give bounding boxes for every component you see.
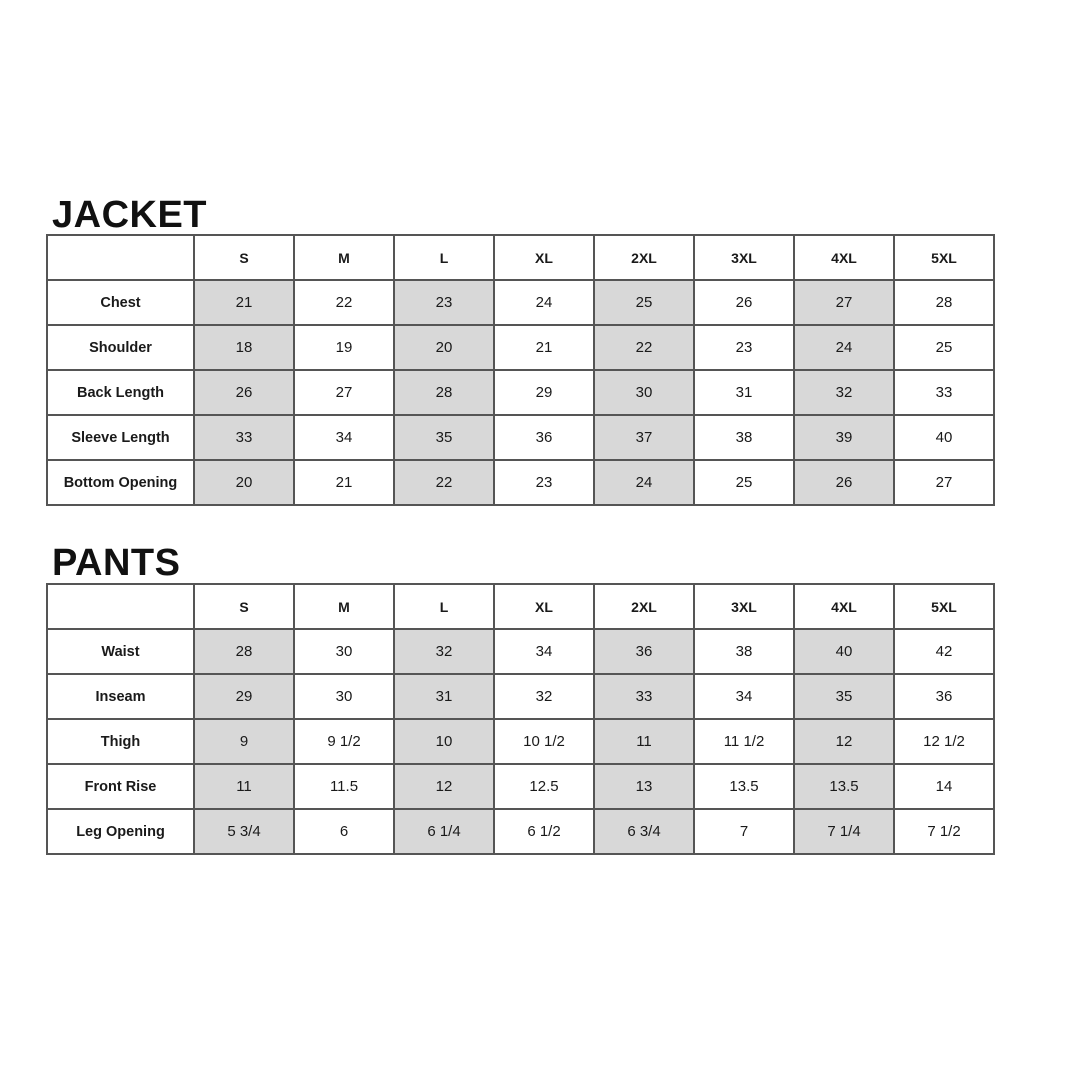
table-cell: 28 xyxy=(194,629,294,674)
table-row xyxy=(47,809,994,854)
table-cell: 28 xyxy=(394,370,494,415)
table-cell: 23 xyxy=(694,325,794,370)
pants-size-table xyxy=(46,583,995,855)
table-cell: 11.5 xyxy=(294,764,394,809)
table-cell: 13 xyxy=(594,764,694,809)
size-header: 2XL xyxy=(594,584,694,629)
table-cell: 13.5 xyxy=(794,764,894,809)
table-cell: 25 xyxy=(594,280,694,325)
table-cell: 13.5 xyxy=(694,764,794,809)
table-cell: 6 1/4 xyxy=(394,809,494,854)
table-header-row xyxy=(47,235,994,280)
table-cell: 27 xyxy=(294,370,394,415)
table-cell: 11 xyxy=(594,719,694,764)
table-cell: 24 xyxy=(494,280,594,325)
table-cell: 33 xyxy=(594,674,694,719)
table-cell: 24 xyxy=(594,460,694,505)
measurement-label: Chest xyxy=(47,280,194,325)
table-cell: 6 1/2 xyxy=(494,809,594,854)
measurement-label: Waist xyxy=(47,629,194,674)
table-cell: 7 1/4 xyxy=(794,809,894,854)
measurement-label: Bottom Opening xyxy=(47,460,194,505)
table-row xyxy=(47,674,994,719)
table-cell: 36 xyxy=(894,674,994,719)
size-header: 3XL xyxy=(694,235,794,280)
corner-cell xyxy=(47,235,194,280)
table-cell: 18 xyxy=(194,325,294,370)
table-cell: 32 xyxy=(494,674,594,719)
jacket-size-table xyxy=(46,234,995,506)
jacket-title: JACKET xyxy=(52,194,208,236)
table-cell: 11 xyxy=(194,764,294,809)
table-cell: 36 xyxy=(494,415,594,460)
table-row xyxy=(47,325,994,370)
size-header: S xyxy=(194,235,294,280)
table-cell: 11 1/2 xyxy=(694,719,794,764)
table-cell: 22 xyxy=(294,280,394,325)
table-cell: 25 xyxy=(894,325,994,370)
table-cell: 29 xyxy=(194,674,294,719)
table-row xyxy=(47,370,994,415)
table-cell: 22 xyxy=(394,460,494,505)
table-header-row xyxy=(47,584,994,629)
table-cell: 26 xyxy=(194,370,294,415)
table-cell: 19 xyxy=(294,325,394,370)
table-cell: 9 xyxy=(194,719,294,764)
table-row xyxy=(47,629,994,674)
table-cell: 12 xyxy=(394,764,494,809)
table-cell: 6 3/4 xyxy=(594,809,694,854)
size-header: 4XL xyxy=(794,584,894,629)
measurement-label: Shoulder xyxy=(47,325,194,370)
table-cell: 27 xyxy=(794,280,894,325)
table-cell: 34 xyxy=(494,629,594,674)
table-cell: 29 xyxy=(494,370,594,415)
table-row xyxy=(47,460,994,505)
table-cell: 34 xyxy=(294,415,394,460)
table-cell: 37 xyxy=(594,415,694,460)
table-cell: 35 xyxy=(394,415,494,460)
measurement-label: Inseam xyxy=(47,674,194,719)
table-cell: 30 xyxy=(294,629,394,674)
table-row xyxy=(47,764,994,809)
corner-cell xyxy=(47,584,194,629)
size-header: 3XL xyxy=(694,584,794,629)
table-cell: 25 xyxy=(694,460,794,505)
table-row xyxy=(47,280,994,325)
table-cell: 26 xyxy=(794,460,894,505)
table-cell: 33 xyxy=(194,415,294,460)
table-cell: 12 xyxy=(794,719,894,764)
pants-title: PANTS xyxy=(52,542,181,584)
size-header: 4XL xyxy=(794,235,894,280)
size-header: S xyxy=(194,584,294,629)
size-header: 2XL xyxy=(594,235,694,280)
table-cell: 28 xyxy=(894,280,994,325)
measurement-label: Front Rise xyxy=(47,764,194,809)
size-header: XL xyxy=(494,584,594,629)
table-cell: 38 xyxy=(694,415,794,460)
table-row xyxy=(47,719,994,764)
table-cell: 21 xyxy=(294,460,394,505)
table-cell: 35 xyxy=(794,674,894,719)
table-cell: 12 1/2 xyxy=(894,719,994,764)
table-cell: 31 xyxy=(394,674,494,719)
measurement-label: Back Length xyxy=(47,370,194,415)
table-cell: 30 xyxy=(294,674,394,719)
table-cell: 34 xyxy=(694,674,794,719)
size-header: L xyxy=(394,235,494,280)
table-cell: 31 xyxy=(694,370,794,415)
table-cell: 30 xyxy=(594,370,694,415)
size-header: L xyxy=(394,584,494,629)
table-cell: 42 xyxy=(894,629,994,674)
table-cell: 40 xyxy=(794,629,894,674)
table-cell: 27 xyxy=(894,460,994,505)
table-cell: 10 xyxy=(394,719,494,764)
table-cell: 23 xyxy=(494,460,594,505)
measurement-label: Sleeve Length xyxy=(47,415,194,460)
table-cell: 38 xyxy=(694,629,794,674)
table-cell: 40 xyxy=(894,415,994,460)
size-header: 5XL xyxy=(894,584,994,629)
table-cell: 9 1/2 xyxy=(294,719,394,764)
table-cell: 7 1/2 xyxy=(894,809,994,854)
table-cell: 6 xyxy=(294,809,394,854)
table-cell: 21 xyxy=(194,280,294,325)
table-cell: 5 3/4 xyxy=(194,809,294,854)
table-cell: 14 xyxy=(894,764,994,809)
table-cell: 32 xyxy=(394,629,494,674)
measurement-label: Thigh xyxy=(47,719,194,764)
size-header: M xyxy=(294,235,394,280)
table-cell: 12.5 xyxy=(494,764,594,809)
measurement-label: Leg Opening xyxy=(47,809,194,854)
size-header: XL xyxy=(494,235,594,280)
table-cell: 39 xyxy=(794,415,894,460)
table-cell: 23 xyxy=(394,280,494,325)
table-cell: 33 xyxy=(894,370,994,415)
table-cell: 26 xyxy=(694,280,794,325)
table-row xyxy=(47,415,994,460)
size-header: 5XL xyxy=(894,235,994,280)
table-cell: 20 xyxy=(194,460,294,505)
size-header: M xyxy=(294,584,394,629)
table-cell: 7 xyxy=(694,809,794,854)
table-cell: 24 xyxy=(794,325,894,370)
table-cell: 22 xyxy=(594,325,694,370)
table-cell: 20 xyxy=(394,325,494,370)
table-cell: 10 1/2 xyxy=(494,719,594,764)
table-cell: 36 xyxy=(594,629,694,674)
table-cell: 32 xyxy=(794,370,894,415)
table-cell: 21 xyxy=(494,325,594,370)
